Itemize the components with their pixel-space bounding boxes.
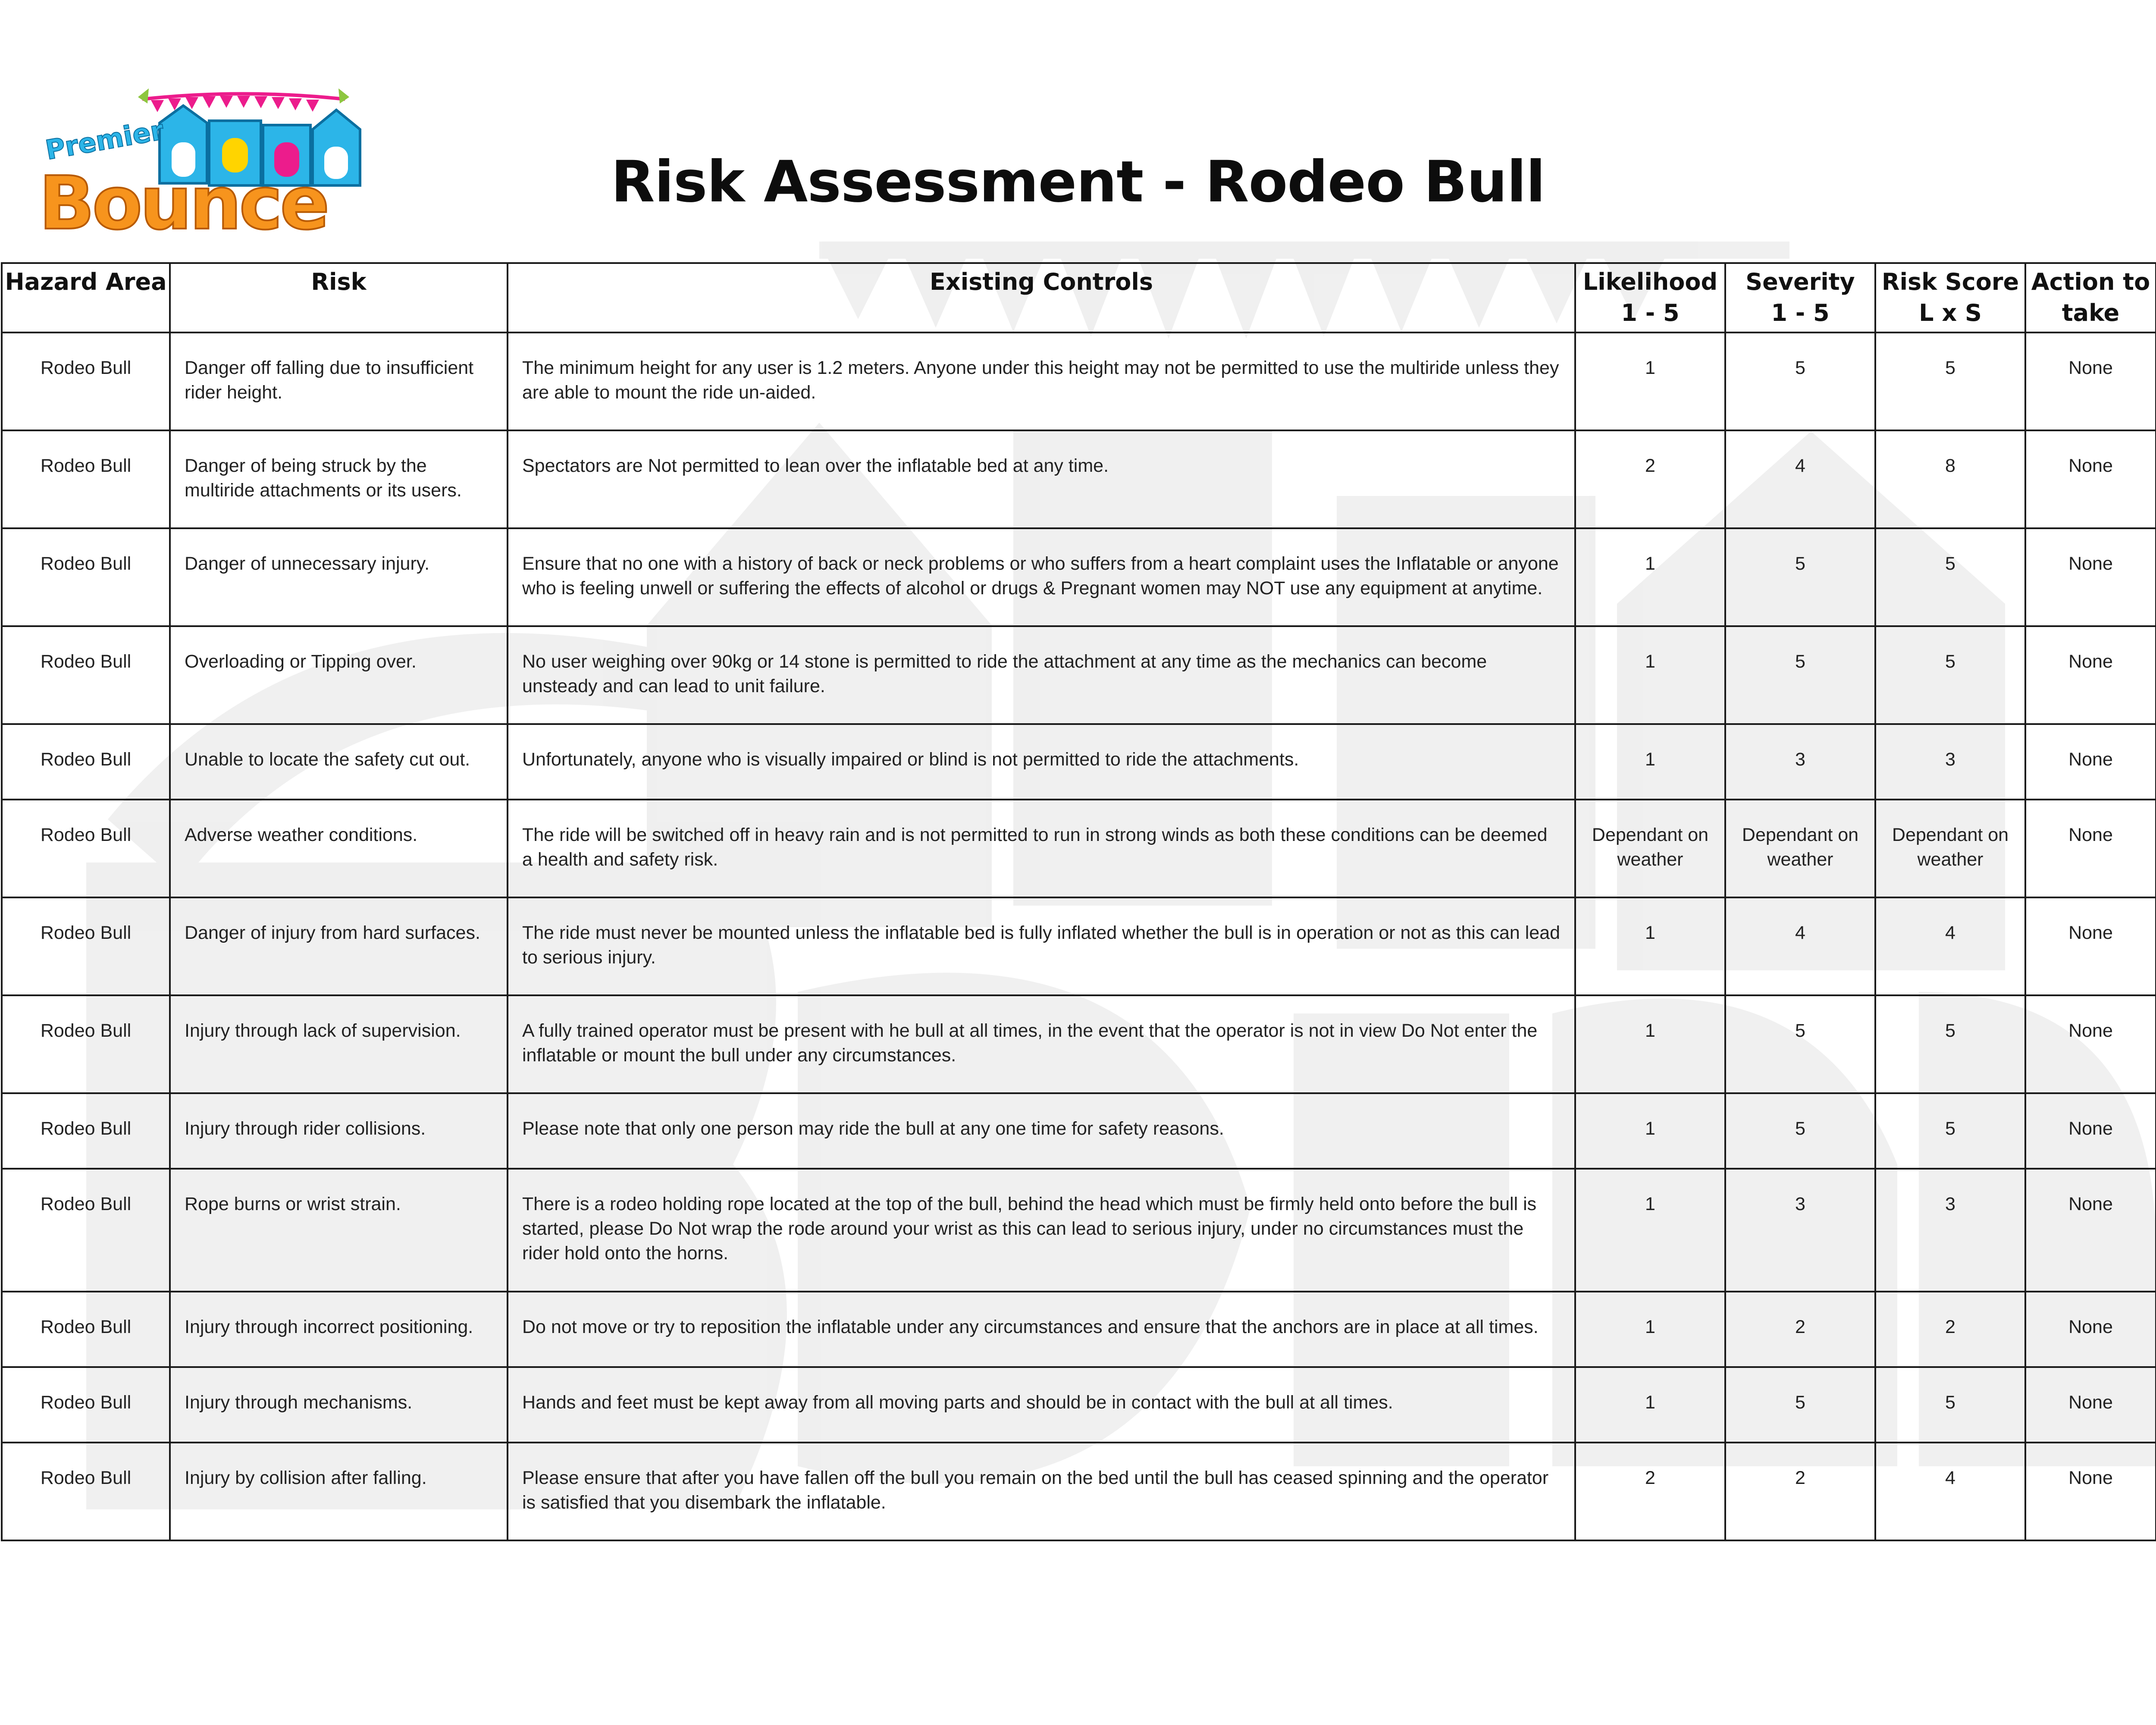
- table-row: [2, 1443, 2156, 1540]
- severity-cell: 5: [1725, 1367, 1875, 1443]
- action-cell: None: [2025, 626, 2156, 724]
- risk-score-cell: 5: [1875, 1367, 2025, 1443]
- risk-cell: Adverse weather conditions.: [170, 800, 508, 897]
- header-likelihood: Likelihood 1 - 5: [1575, 263, 1725, 332]
- severity-cell: 2: [1725, 1443, 1875, 1540]
- risk-score-cell: 3: [1875, 1169, 2025, 1292]
- risk-cell: Injury through incorrect positioning.: [170, 1292, 508, 1367]
- header-severity: Severity 1 - 5: [1725, 263, 1875, 332]
- severity-cell: 5: [1725, 995, 1875, 1093]
- likelihood-cell: 1: [1575, 1169, 1725, 1292]
- action-cell: None: [2025, 800, 2156, 897]
- existing-controls-cell: Ensure that no one with a history of back or neck problems or who suffers from a heart complaint uses the Inflatable or anyone who is feeling unwell or suffering the effects of alcohol or drugs & Pregnant women may NOT use any equipment at anytime.: [508, 528, 1575, 626]
- risk-cell: Danger of unnecessary injury.: [170, 528, 508, 626]
- action-cell: None: [2025, 1367, 2156, 1443]
- document-title: Risk Assessment - Rodeo Bull: [611, 149, 1545, 215]
- table-row: [2, 724, 2156, 800]
- hazard-area-cell: Rodeo Bull: [2, 332, 170, 430]
- action-cell: None: [2025, 995, 2156, 1093]
- existing-controls-cell: The ride will be switched off in heavy rain and is not permitted to run in strong winds as both these conditions can be deemed a health and safety risk.: [508, 800, 1575, 897]
- table-row: [2, 800, 2156, 897]
- severity-cell: 3: [1725, 724, 1875, 800]
- existing-controls-cell: No user weighing over 90kg or 14 stone is permitted to ride the attachment at any time as the mechanics can become unsteady and can lead to unit failure.: [508, 626, 1575, 724]
- risk-score-cell: 5: [1875, 1093, 2025, 1169]
- hazard-area-cell: Rodeo Bull: [2, 430, 170, 528]
- header-action-to-take: Action to take: [2025, 263, 2156, 332]
- hazard-area-cell: Rodeo Bull: [2, 897, 170, 995]
- risk-cell: Injury through rider collisions.: [170, 1093, 508, 1169]
- table-row: [2, 1367, 2156, 1443]
- likelihood-cell: 2: [1575, 1443, 1725, 1540]
- likelihood-cell: 1: [1575, 897, 1725, 995]
- risk-cell: Danger of being struck by the multiride attachments or its users.: [170, 430, 508, 528]
- risk-score-cell: Dependant on weather: [1875, 800, 2025, 897]
- action-cell: None: [2025, 1169, 2156, 1292]
- logo-premier-text: Premier: [43, 114, 166, 166]
- header-hazard-area: Hazard Area: [2, 263, 170, 332]
- risk-cell: Injury through lack of supervision.: [170, 995, 508, 1093]
- risk-score-cell: 8: [1875, 430, 2025, 528]
- action-cell: None: [2025, 430, 2156, 528]
- risk-score-cell: 5: [1875, 528, 2025, 626]
- existing-controls-cell: The ride must never be mounted unless the inflatable bed is fully inflated whether the bull is in operation or not as this can lead to serious injury.: [508, 897, 1575, 995]
- existing-controls-cell: There is a rodeo holding rope located at the top of the bull, behind the head which must be firmly held onto before the bull is started, please Do Not wrap the rode around your wrist as this can lead to serious injury, under no circumstances must the rider hold onto the horns.: [508, 1169, 1575, 1292]
- existing-controls-cell: Please ensure that after you have fallen off the bull you remain on the bed until the bull has ceased spinning and the operator is satisfied that you disembark the inflatable.: [508, 1443, 1575, 1540]
- severity-cell: 5: [1725, 332, 1875, 430]
- table-row: [2, 332, 2156, 430]
- risk-cell: Injury through mechanisms.: [170, 1367, 508, 1443]
- hazard-area-cell: Rodeo Bull: [2, 1169, 170, 1292]
- hazard-area-cell: Rodeo Bull: [2, 528, 170, 626]
- hazard-area-cell: Rodeo Bull: [2, 995, 170, 1093]
- risk-score-cell: 3: [1875, 724, 2025, 800]
- action-cell: None: [2025, 1093, 2156, 1169]
- severity-cell: 3: [1725, 1169, 1875, 1292]
- likelihood-cell: 1: [1575, 528, 1725, 626]
- table-row: [2, 430, 2156, 528]
- hazard-area-cell: Rodeo Bull: [2, 724, 170, 800]
- severity-cell: 5: [1725, 1093, 1875, 1169]
- table-row: [2, 1093, 2156, 1169]
- action-cell: None: [2025, 332, 2156, 430]
- severity-cell: 5: [1725, 626, 1875, 724]
- table-row: [2, 626, 2156, 724]
- likelihood-cell: 1: [1575, 332, 1725, 430]
- severity-cell: 2: [1725, 1292, 1875, 1367]
- hazard-area-cell: Rodeo Bull: [2, 1443, 170, 1540]
- risk-score-cell: 4: [1875, 897, 2025, 995]
- risk-score-cell: 4: [1875, 1443, 2025, 1540]
- header-risk: Risk: [170, 263, 508, 332]
- likelihood-cell: 2: [1575, 430, 1725, 528]
- existing-controls-cell: The minimum height for any user is 1.2 meters. Anyone under this height may not be permitted to use the multiride unless they are able to mount the ride un-aided.: [508, 332, 1575, 430]
- action-cell: None: [2025, 897, 2156, 995]
- likelihood-cell: 1: [1575, 724, 1725, 800]
- logo-bounce-text: Bounce: [39, 161, 327, 246]
- action-cell: None: [2025, 1292, 2156, 1367]
- action-cell: None: [2025, 528, 2156, 626]
- bunting-icon: [138, 88, 349, 112]
- hazard-area-cell: Rodeo Bull: [2, 1367, 170, 1443]
- risk-cell: Injury by collision after falling.: [170, 1443, 508, 1540]
- risk-score-cell: 5: [1875, 332, 2025, 430]
- risk-assessment-table: [1, 262, 2156, 1541]
- risk-score-cell: 5: [1875, 626, 2025, 724]
- table-row: [2, 1292, 2156, 1367]
- risk-cell: Rope burns or wrist strain.: [170, 1169, 508, 1292]
- table-row: [2, 1169, 2156, 1292]
- hazard-area-cell: Rodeo Bull: [2, 626, 170, 724]
- existing-controls-cell: Spectators are Not permitted to lean over the inflatable bed at any time.: [508, 430, 1575, 528]
- existing-controls-cell: Please note that only one person may ride the bull at any one time for safety reasons.: [508, 1093, 1575, 1169]
- hazard-area-cell: Rodeo Bull: [2, 1292, 170, 1367]
- action-cell: None: [2025, 1443, 2156, 1540]
- table-header-row: [2, 263, 2156, 332]
- severity-cell: 5: [1725, 528, 1875, 626]
- risk-cell: Danger off falling due to insufficient rider height.: [170, 332, 508, 430]
- likelihood-cell: 1: [1575, 626, 1725, 724]
- severity-cell: Dependant on weather: [1725, 800, 1875, 897]
- likelihood-cell: 1: [1575, 1292, 1725, 1367]
- existing-controls-cell: Hands and feet must be kept away from all moving parts and should be in contact with the bull at all times.: [508, 1367, 1575, 1443]
- hazard-area-cell: Rodeo Bull: [2, 1093, 170, 1169]
- likelihood-cell: Dependant on weather: [1575, 800, 1725, 897]
- likelihood-cell: 1: [1575, 1367, 1725, 1443]
- risk-cell: Overloading or Tipping over.: [170, 626, 508, 724]
- table-row: [2, 897, 2156, 995]
- severity-cell: 4: [1725, 897, 1875, 995]
- risk-cell: Unable to locate the safety cut out.: [170, 724, 508, 800]
- existing-controls-cell: Do not move or try to reposition the inflatable under any circumstances and ensure that the anchors are in place at all times.: [508, 1292, 1575, 1367]
- existing-controls-cell: Unfortunately, anyone who is visually impaired or blind is not permitted to ride the attachments.: [508, 724, 1575, 800]
- table-row: [2, 528, 2156, 626]
- risk-cell: Danger of injury from hard surfaces.: [170, 897, 508, 995]
- likelihood-cell: 1: [1575, 1093, 1725, 1169]
- risk-score-cell: 5: [1875, 995, 2025, 1093]
- hazard-area-cell: Rodeo Bull: [2, 800, 170, 897]
- action-cell: None: [2025, 724, 2156, 800]
- table-row: [2, 995, 2156, 1093]
- risk-score-cell: 2: [1875, 1292, 2025, 1367]
- header-existing-controls: Existing Controls: [508, 263, 1575, 332]
- likelihood-cell: 1: [1575, 995, 1725, 1093]
- header-risk-score: Risk Score L x S: [1875, 263, 2025, 332]
- existing-controls-cell: A fully trained operator must be present with he bull at all times, in the event that the operator is not in view Do Not enter the inflatable or mount the bull under any circumstances.: [508, 995, 1575, 1093]
- severity-cell: 4: [1725, 430, 1875, 528]
